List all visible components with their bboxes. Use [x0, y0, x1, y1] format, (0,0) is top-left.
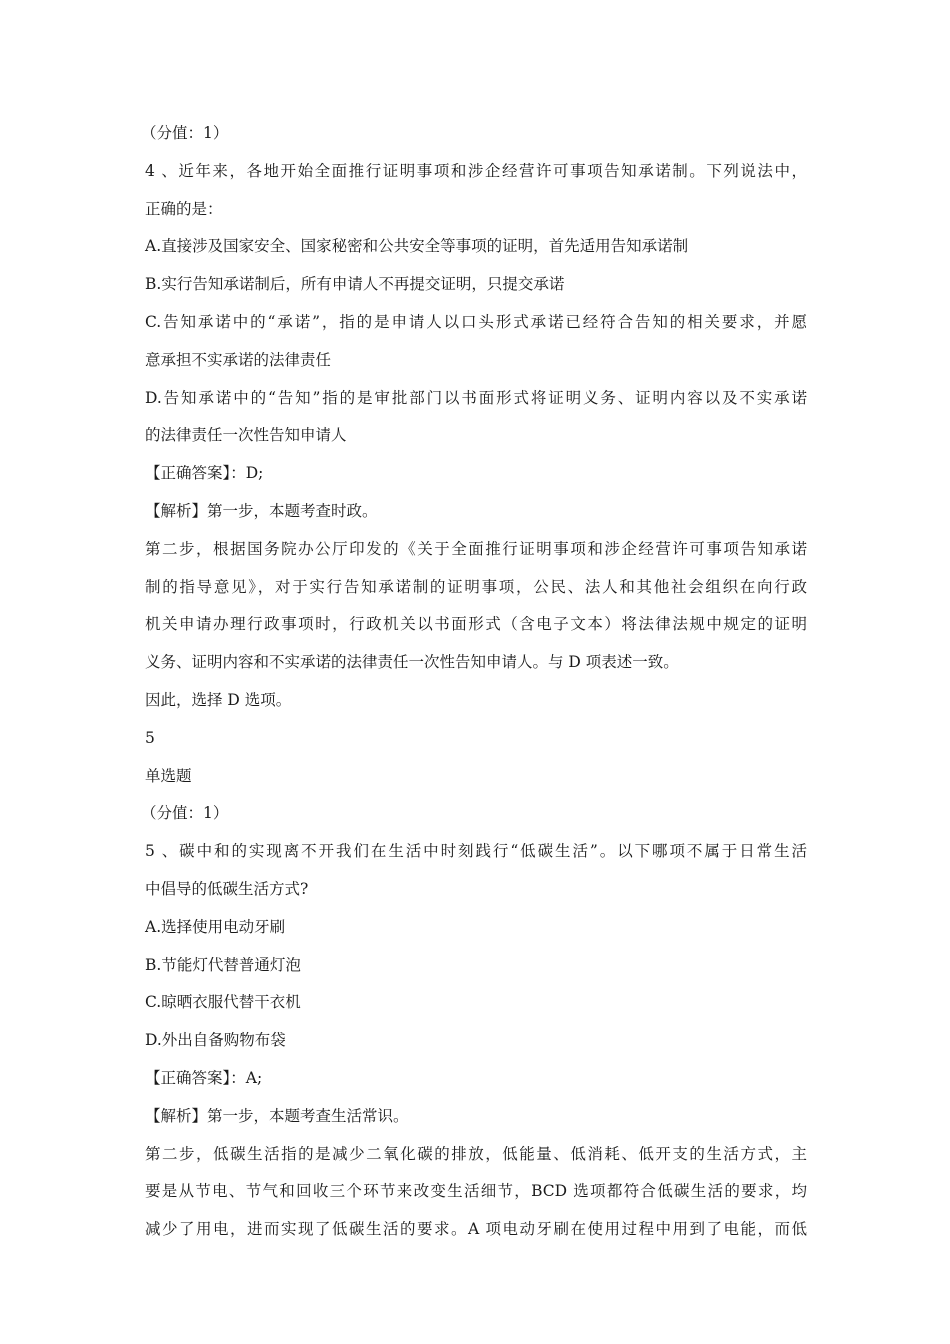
question-5-option-a: A.选择使用电动牙刷 — [145, 917, 286, 936]
question-5-stem: 5 、碳中和的实现离不开我们在生活中时刻践行“低碳生活”。以下哪项不属于日常生活 — [145, 842, 807, 861]
question-4-option-c-cont: 意承担不实承诺的法律责任 — [145, 350, 332, 369]
question-4-option-a: A.直接涉及国家安全、国家秘密和公共安全等事项的证明，首先适用告知承诺制 — [145, 237, 689, 256]
question-4-stem: 4 、近年来，各地开始全面推行证明事项和涉企经营许可事项告知承诺制。下列说法中， — [145, 161, 807, 180]
question-4-option-d: D.告知承诺中的“告知”指的是审批部门以书面形式将证明义务、证明内容以及不实承诺 — [145, 388, 807, 407]
question-5-type: 单选题 — [145, 766, 192, 785]
question-5-analysis-step2-cont: 要是从节电、节气和回收三个环节来改变生活细节，BCD 选项都符合低碳生活的要求，均 — [145, 1182, 807, 1201]
question-4-analysis-step2-cont: 制的指导意见》，对于实行告知承诺制的证明事项，公民、法人和其他社会组织在向行政 — [145, 577, 807, 596]
question-4-analysis-step2-cont: 机关申请办理行政事项时，行政机关以书面形式（含电子文本）将法律法规中规定的证明 — [145, 615, 807, 634]
question-5-option-d: D.外出自备购物布袋 — [145, 1031, 286, 1050]
question-5-stem-cont: 中倡导的低碳生活方式? — [145, 879, 309, 898]
question-4-stem-cont: 正确的是： — [145, 199, 223, 218]
question-4-option-d-cont: 的法律责任一次性告知申请人 — [145, 426, 347, 445]
question-5-analysis-step1: 【解析】第一步，本题考查生活常识。 — [145, 1106, 409, 1125]
question-5-analysis-step2-cont: 减少了用电，进而实现了低碳生活的要求。A 项电动牙刷在使用过程中用到了电能，而低 — [145, 1220, 807, 1239]
question-4-analysis-step1: 【解析】第一步，本题考查时政。 — [145, 501, 378, 520]
question-5-option-c: C.晾晒衣服代替干衣机 — [145, 993, 301, 1012]
question-5-option-b: B.节能灯代替普通灯泡 — [145, 955, 301, 974]
question-4-analysis-step2: 第二步，根据国务院办公厅印发的《关于全面推行证明事项和涉企经营许可事项告知承诺 — [145, 539, 807, 558]
question-4-answer: 【正确答案】：D; — [145, 464, 264, 483]
question-4-option-c: C.告知承诺中的“承诺”，指的是申请人以口头形式承诺已经符合告知的相关要求，并愿 — [145, 312, 807, 331]
question-5-number: 5 — [145, 728, 155, 747]
question-4-conclusion: 因此，选择 D 选项。 — [145, 690, 292, 709]
question-5-analysis-step2: 第二步，低碳生活指的是减少二氧化碳的排放，低能量、低消耗、低开支的生活方式，主 — [145, 1144, 807, 1163]
score-note-q5: （分值：1） — [141, 804, 229, 823]
score-note-q4: （分值：1） — [141, 124, 229, 142]
question-4-analysis-step2-cont: 义务、证明内容和不实承诺的法律责任一次性告知申请人。与 D 项表述一致。 — [145, 653, 679, 672]
question-4-option-b: B.实行告知承诺制后，所有申请人不再提交证明，只提交承诺 — [145, 275, 565, 294]
document-body — [141, 123, 807, 1257]
question-5-answer: 【正确答案】：A; — [145, 1068, 263, 1087]
